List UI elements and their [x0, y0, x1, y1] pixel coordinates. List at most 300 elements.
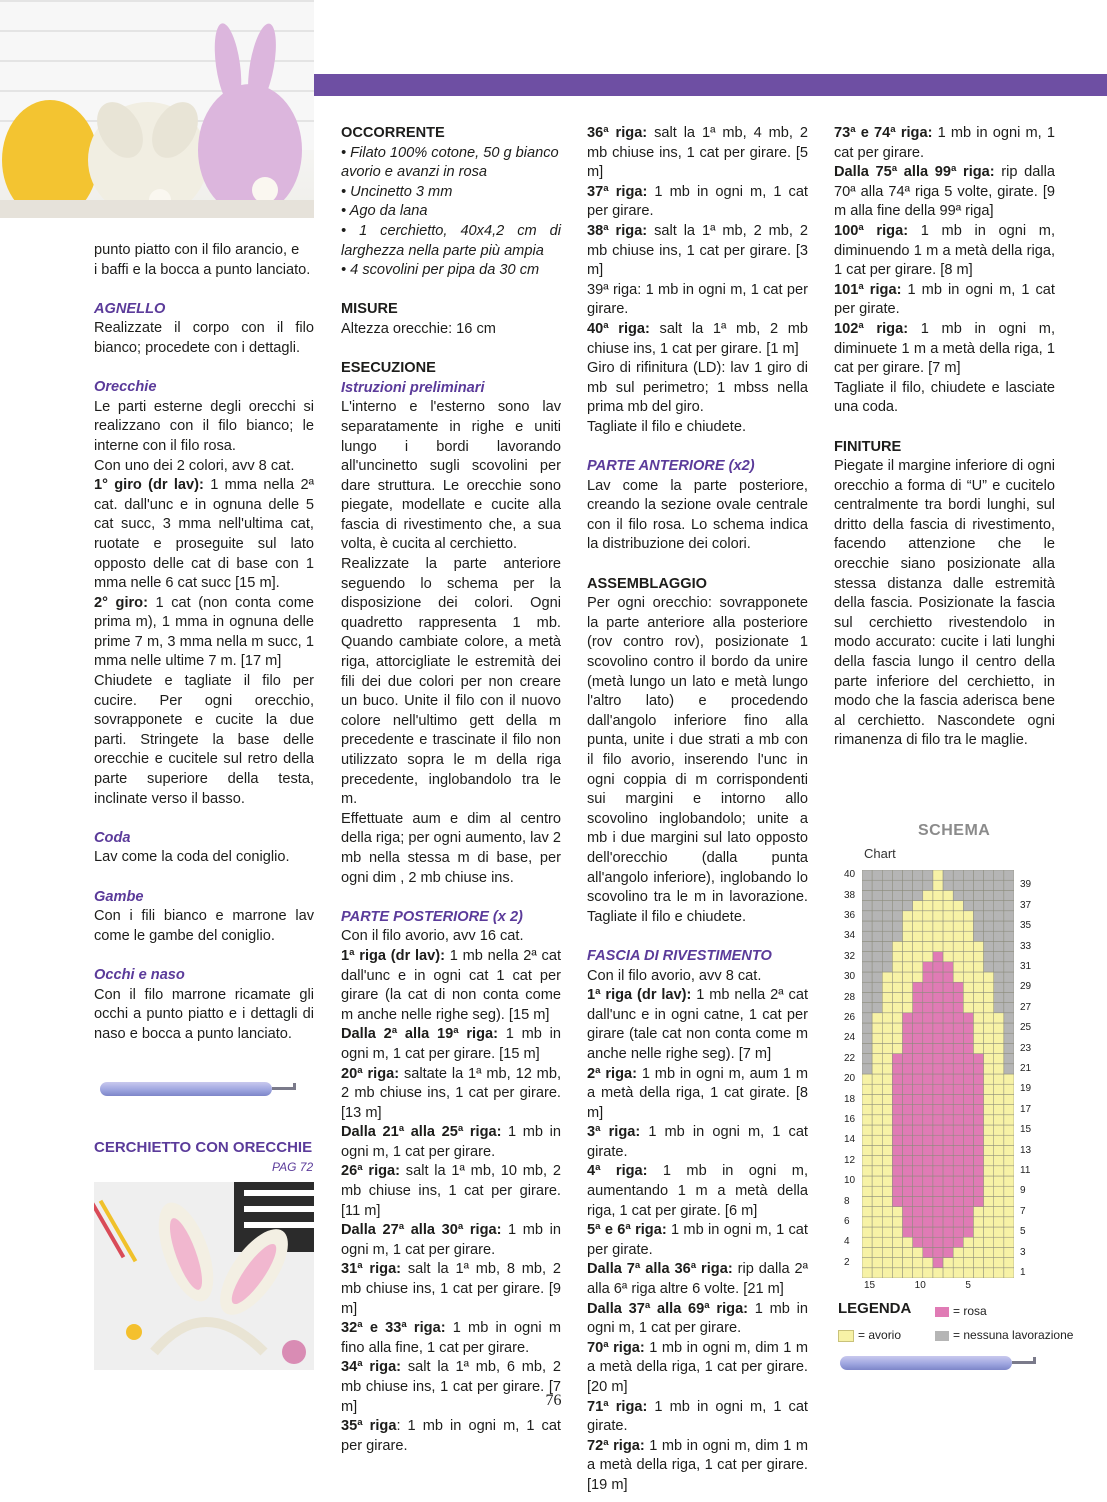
- chart-cell: [903, 1023, 913, 1033]
- column-number: 5: [965, 1280, 971, 1291]
- chart-cell: [862, 1196, 872, 1206]
- chart-cell: [973, 1084, 983, 1094]
- chart-cell: [903, 982, 913, 992]
- chart-cell: [872, 911, 882, 921]
- chart-cell: [1004, 1074, 1014, 1084]
- pattern-rows: [341, 947, 561, 1456]
- chart-cell: [963, 1043, 973, 1053]
- chart-cell: [984, 1094, 994, 1104]
- section-title-coda: Coda: [94, 829, 131, 846]
- chart-cell: [1004, 1043, 1014, 1053]
- chart-cell: [862, 982, 872, 992]
- chart-cell: [892, 1033, 902, 1043]
- chart-cell: [862, 1176, 872, 1186]
- chart-cell: [973, 1115, 983, 1125]
- chart-cell: [872, 1156, 882, 1166]
- chart-cell: [903, 901, 913, 911]
- row-number: 17: [1020, 1103, 1032, 1115]
- chart-cell: [943, 1084, 953, 1094]
- chart-cell: [953, 1237, 963, 1247]
- pattern-row: [341, 1065, 561, 1124]
- chart-cell: [963, 952, 973, 962]
- row-number: 30: [844, 971, 856, 983]
- chart-cell: [963, 1033, 973, 1043]
- chart-cell: [862, 1033, 872, 1043]
- pattern-row: [587, 320, 808, 359]
- crochet-hook-decoration: [100, 1082, 272, 1096]
- chart-cell: [892, 972, 902, 982]
- chart-cell: [903, 870, 913, 880]
- chart-cell: [973, 1054, 983, 1064]
- chart-cell: [892, 1176, 902, 1186]
- chart-cell: [903, 1217, 913, 1227]
- chart-cell: [1004, 1268, 1014, 1278]
- chart-cell: [943, 1217, 953, 1227]
- chart-cell: [933, 911, 943, 921]
- chart-cell: [963, 1074, 973, 1084]
- row-label: Dalla 37ª alla 69ª riga:: [587, 1300, 749, 1317]
- chart-cell: [913, 1207, 923, 1217]
- chart-cell: [984, 1156, 994, 1166]
- row-text: salt la 1ª mb, 10 mb, 2 mb chiuse ins, 1 cat per girare. [11 m]: [341, 1163, 561, 1219]
- row-text: 39ª riga: 1 mb in ogni m, 1 cat per girare.: [587, 281, 808, 318]
- chart-cell: [973, 921, 983, 931]
- paragraph: Con i fili bianco e marrone lav come le gambe del coniglio.: [94, 908, 314, 944]
- row-number: 32: [844, 950, 856, 962]
- chart-cell: [1004, 1084, 1014, 1094]
- chart-cell: [872, 1125, 882, 1135]
- legend-label: = rosa: [953, 1304, 987, 1318]
- chart-cell: [963, 1084, 973, 1094]
- paragraph: Con il filo marrone ricamate gli occhi a punto piatto e i dettagli di naso e bocca a punto lanciato.: [94, 986, 314, 1042]
- chart-cell: [923, 1105, 933, 1115]
- chart-cell: [923, 1156, 933, 1166]
- legend-item-avorio: [838, 1328, 901, 1342]
- chart-cell: [923, 1237, 933, 1247]
- chart-cell: [984, 931, 994, 941]
- chart-cell: [953, 1105, 963, 1115]
- column-4: [834, 124, 1055, 751]
- chart-cell: [1004, 941, 1014, 951]
- headband-section-title: CERCHIETTO CON ORECCHIE: [94, 1139, 313, 1156]
- chart-cell: [994, 890, 1004, 900]
- chart-cell: [892, 901, 902, 911]
- chart-cell: [913, 1227, 923, 1237]
- chart-cell: [933, 1217, 943, 1227]
- chart-cell: [963, 941, 973, 951]
- chart-cell: [882, 982, 892, 992]
- chart-cell: [862, 1074, 872, 1084]
- chart-cell: [994, 1094, 1004, 1104]
- chart-cell: [872, 992, 882, 1002]
- chart-cell: [913, 1186, 923, 1196]
- chart-cell: [994, 870, 1004, 880]
- chart-cell: [973, 1064, 983, 1074]
- chart-cell: [882, 1074, 892, 1084]
- pattern-row: [587, 183, 808, 222]
- chart-cell: [933, 1013, 943, 1023]
- chart-cell: [984, 1064, 994, 1074]
- chart-cell: [1004, 1186, 1014, 1196]
- chart-cell: [913, 921, 923, 931]
- row-number: 7: [1020, 1205, 1026, 1217]
- legend-label: = avorio: [858, 1328, 902, 1342]
- row-label: 72ª riga:: [587, 1437, 645, 1454]
- chart-cell: [923, 880, 933, 890]
- chart-cell: [923, 931, 933, 941]
- chart-cell: [913, 1217, 923, 1227]
- row-text: 1 mb in ogni m, 1 cat per girate.: [587, 1222, 808, 1258]
- row-text: 1 mb in ogni m, 1 cat per girare.: [834, 125, 1055, 161]
- chart-cell: [963, 1258, 973, 1268]
- chart-cell: [963, 992, 973, 1002]
- chart-cell: [923, 1064, 933, 1074]
- chart-cell: [923, 1135, 933, 1145]
- chart-cell: [984, 911, 994, 921]
- materials-item: • 4 scovolini per pipa da 30 cm: [341, 262, 540, 279]
- chart-cell: [953, 1268, 963, 1278]
- chart-cell: [963, 1176, 973, 1186]
- crochet-hook-decoration: [840, 1356, 1012, 1370]
- chart-cell: [994, 1207, 1004, 1217]
- chart-cell: [943, 931, 953, 941]
- row-number: 26: [844, 1011, 856, 1023]
- chart-cell: [862, 952, 872, 962]
- chart-cell: [994, 1196, 1004, 1206]
- chart-cell: [933, 901, 943, 911]
- row-label: 70ª riga:: [587, 1339, 645, 1356]
- row-number: 8: [844, 1195, 850, 1207]
- chart-cell: [943, 1268, 953, 1278]
- pattern-rows: [834, 124, 1055, 379]
- chart-cell: [933, 1023, 943, 1033]
- chart-cell: [882, 911, 892, 921]
- chart-cell: [943, 1207, 953, 1217]
- chart-cell: [933, 1166, 943, 1176]
- chart-cell: [872, 1105, 882, 1115]
- chart-cell: [984, 1247, 994, 1257]
- chart-cell: [1004, 1166, 1014, 1176]
- chart-cell: [943, 1166, 953, 1176]
- chart-cell: [994, 1115, 1004, 1125]
- chart-cell: [963, 911, 973, 921]
- chart-cell: [984, 1176, 994, 1186]
- chart-cell: [994, 1023, 1004, 1033]
- chart-cell: [882, 921, 892, 931]
- chart-cell: [953, 1207, 963, 1217]
- chart-cell: [862, 870, 872, 880]
- chart-cell: [862, 1237, 872, 1247]
- legend-item-none: [935, 1328, 1073, 1342]
- chart-cell: [984, 952, 994, 962]
- chart-cell: [892, 1217, 902, 1227]
- chart-cell: [903, 911, 913, 921]
- chart-cell: [953, 901, 963, 911]
- chart-cell: [892, 1064, 902, 1074]
- chart-cell: [933, 1115, 943, 1125]
- paragraph: [94, 476, 314, 594]
- chart-cell: [913, 1105, 923, 1115]
- pattern-row: [341, 947, 561, 1025]
- chart-cell: [872, 1003, 882, 1013]
- chart-cell: [984, 921, 994, 931]
- chart-cell: [963, 1237, 973, 1247]
- chart-cell: [994, 982, 1004, 992]
- section-title-fascia: FASCIA DI RIVESTIMENTO: [587, 947, 772, 964]
- chart-cell: [862, 1115, 872, 1125]
- chart-cell: [933, 1176, 943, 1186]
- row-number: 24: [844, 1032, 856, 1044]
- chart-cell: [994, 1166, 1004, 1176]
- chart-cell: [862, 1013, 872, 1023]
- chart-cell: [953, 962, 963, 972]
- chart-cell: [913, 1176, 923, 1186]
- chart-cell: [953, 1013, 963, 1023]
- chart-cell: [892, 1105, 902, 1115]
- row-number: 40: [844, 869, 856, 881]
- chart-cell: [933, 1258, 943, 1268]
- chart-cell: [933, 1084, 943, 1094]
- chart-cell: [963, 982, 973, 992]
- row-label: 102ª riga:: [834, 320, 909, 337]
- chart-cell: [1004, 901, 1014, 911]
- chart-cell: [862, 1084, 872, 1094]
- chart-cell: [892, 921, 902, 931]
- chart-cell: [903, 1176, 913, 1186]
- section-title-assemblaggio: ASSEMBLAGGIO: [587, 575, 707, 592]
- chart-cell: [973, 1176, 983, 1186]
- paragraph: Lav come la coda del coniglio.: [94, 849, 290, 866]
- chart-cell: [903, 931, 913, 941]
- chart-cell: [984, 901, 994, 911]
- row-text: saltate la 1ª mb, 12 mb, 2 mb chiuse ins, 1 cat per girare. [13 m]: [341, 1065, 561, 1121]
- chart-cell: [882, 1033, 892, 1043]
- chart-cell: [973, 1196, 983, 1206]
- chart-cell: [963, 1217, 973, 1227]
- pattern-row: [341, 1025, 561, 1064]
- chart-cell: [953, 1033, 963, 1043]
- chart-cell: [892, 1023, 902, 1033]
- chart-cell: [994, 962, 1004, 972]
- chart-cell: [862, 1217, 872, 1227]
- chart-cell: [892, 1013, 902, 1023]
- chart-cell: [984, 992, 994, 1002]
- chart-cell: [973, 1135, 983, 1145]
- chart-cell: [963, 1227, 973, 1237]
- chart-cell: [923, 1094, 933, 1104]
- chart-cell: [913, 901, 923, 911]
- chart-cell: [882, 931, 892, 941]
- chart-label: Chart: [864, 846, 896, 861]
- chart-cell: [933, 1268, 943, 1278]
- chart-cell: [943, 1156, 953, 1166]
- row-number: 20: [844, 1073, 856, 1085]
- row-text: 1 mb in ogni m, dim 1 m a metà della riga, 1 cat per girare. [19 m]: [587, 1437, 808, 1493]
- chart-cell: [933, 1207, 943, 1217]
- chart-cell: [892, 931, 902, 941]
- paragraph: Con il filo avorio, avv 16 cat.: [341, 928, 524, 945]
- chart-cell: [872, 1237, 882, 1247]
- pattern-row: [341, 1162, 561, 1221]
- row-number: 15: [1020, 1124, 1032, 1136]
- chart-cell: [973, 880, 983, 890]
- section-title-misure: MISURE: [341, 301, 398, 318]
- egg-cozies-illustration: [0, 0, 314, 218]
- chart-cell: [923, 941, 933, 951]
- chart-cell: [953, 1003, 963, 1013]
- chart-cell: [1004, 1094, 1014, 1104]
- chart-cell: [994, 972, 1004, 982]
- row-label: 73ª e 74ª riga:: [834, 125, 933, 141]
- chart-cell: [1004, 880, 1014, 890]
- chart-cell: [953, 1217, 963, 1227]
- chart-cell: [892, 1135, 902, 1145]
- row-label: 20ª riga:: [341, 1065, 400, 1082]
- row-label: 36ª riga:: [587, 125, 648, 141]
- chart-cell: [984, 1258, 994, 1268]
- paragraph: Realizzate la parte anteriore seguendo lo schema per la disposizione dei colori. Ogni quadretto rappresenta 1 mb. Quando cambiate colore, a metà riga, attorcigliate le estremità dei fili dei due colori per non creare un buco. Unite il filo con il nuovo colore nell'ultimo gett della m precedente e trascinate il filo non utilizzato sopra le m della riga precedente, inglobandolo tra le m.: [341, 556, 561, 808]
- chart-cell: [963, 1156, 973, 1166]
- row-text: 1 mb in ogni m, 1 cat per girate.: [834, 281, 1055, 318]
- chart-cell: [994, 1237, 1004, 1247]
- chart-cell: [862, 992, 872, 1002]
- chart-cell: [913, 1003, 923, 1013]
- chart-cell: [1004, 1176, 1014, 1186]
- chart-cell: [1004, 982, 1014, 992]
- chart-cell: [903, 880, 913, 890]
- chart-cell: [953, 1115, 963, 1125]
- chart-cell: [872, 1186, 882, 1196]
- pattern-row: [587, 222, 808, 281]
- chart-cell: [903, 1054, 913, 1064]
- chart-cell: [984, 1207, 994, 1217]
- chart-cell: [872, 901, 882, 911]
- chart-cell: [913, 1064, 923, 1074]
- chart-cell: [862, 1105, 872, 1115]
- chart-cell: [994, 1105, 1004, 1115]
- chart-cell: [862, 880, 872, 890]
- pattern-rows: [587, 986, 808, 1495]
- chart-cell: [984, 1268, 994, 1278]
- chart-cell: [923, 1258, 933, 1268]
- row-number: 35: [1020, 920, 1032, 932]
- chart-cell: [862, 931, 872, 941]
- chart-cell: [943, 870, 953, 880]
- chart-cell: [984, 1227, 994, 1237]
- chart-cell: [943, 901, 953, 911]
- pattern-row: [587, 986, 808, 1064]
- pattern-row: [587, 281, 808, 320]
- row-text: 1 mb in ogni m, 1 cat per girare.: [341, 1222, 561, 1258]
- chart-cell: [903, 1033, 913, 1043]
- row-text: 1 mma nella 2ª cat. dall'unc e in ognuna delle 5 cat succ, 3 mma nell'ultima cat, ruotate e proseguite sul lato opposto delle cat di base con 1 mma nelle 6 cat succ [15 m].: [94, 477, 314, 592]
- chart-cell: [933, 962, 943, 972]
- pattern-row: [341, 1221, 561, 1260]
- pattern-row: [834, 222, 1055, 281]
- section-title-finiture: FINITURE: [834, 438, 902, 455]
- chart-cell: [973, 890, 983, 900]
- row-number: 23: [1020, 1042, 1032, 1054]
- row-label: 101ª riga:: [834, 281, 902, 298]
- paragraph: Chiudete e tagliate il filo per cucire. Per ogni orecchio, sovrapponete e cucite la due parti. Stringete la base delle orecchie e cucitele sul retro della parte superiore della testa, inclinate verso il basso.: [94, 673, 314, 807]
- chart-cell: [953, 992, 963, 1002]
- row-label: Dalla 2ª alla 19ª riga:: [341, 1026, 498, 1043]
- chart-cell: [984, 1166, 994, 1176]
- legend-swatch-none: [935, 1331, 949, 1341]
- chart-cell: [882, 1268, 892, 1278]
- chart-cell: [943, 1003, 953, 1013]
- chart-cell: [923, 890, 933, 900]
- chart-cell: [1004, 972, 1014, 982]
- chart-cell: [923, 1125, 933, 1135]
- chart-cell: [892, 1145, 902, 1155]
- color-chart-grid: [862, 870, 1014, 1278]
- chart-cell: [953, 1023, 963, 1033]
- chart-cell: [903, 1013, 913, 1023]
- row-text: 1 mb nella 2ª cat dall'unc e in ogni cat 1 cat per girare (la cat di non conta come m anche nelle righe seg). [15 m]: [341, 947, 561, 1023]
- chart-cell: [943, 1115, 953, 1125]
- paragraph: L'interno e l'esterno sono lav separatamente in righe e uniti lungo i bordi lavorando all'uncinetto sugli scovolini per dare struttura. Le orecchie sono piegate, modellate e cucite alla fascia di rivestimento che, a sua volta, è cucita al cerchietto.: [341, 399, 561, 553]
- row-label: Dalla 7ª alla 36ª riga:: [587, 1261, 733, 1278]
- chart-cell: [862, 1094, 872, 1104]
- chart-cell: [984, 1145, 994, 1155]
- chart-cell: [984, 1196, 994, 1206]
- pattern-row: [587, 1339, 808, 1398]
- chart-cell: [923, 1217, 933, 1227]
- chart-cell: [943, 1196, 953, 1206]
- chart-cell: [984, 982, 994, 992]
- header-color-bar: [314, 74, 1107, 96]
- chart-cell: [933, 1247, 943, 1257]
- chart-cell: [862, 941, 872, 951]
- row-text: 1 mb in ogni m, 1 cat girate.: [587, 1398, 808, 1435]
- chart-cell: [923, 962, 933, 972]
- chart-cell: [963, 1115, 973, 1125]
- chart-cell: [862, 1258, 872, 1268]
- chart-cell: [913, 941, 923, 951]
- chart-cell: [872, 921, 882, 931]
- chart-cell: [943, 1023, 953, 1033]
- row-text: 1 mb in ogni m, 1 cat girate.: [587, 1124, 808, 1160]
- chart-cell: [882, 952, 892, 962]
- chart-cell: [984, 1115, 994, 1125]
- chart-cell: [882, 1094, 892, 1104]
- chart-cell: [913, 1094, 923, 1104]
- chart-cell: [943, 1064, 953, 1074]
- chart-cell: [913, 911, 923, 921]
- chart-cell: [913, 962, 923, 972]
- pattern-row: [587, 1437, 808, 1496]
- chart-cell: [994, 1043, 1004, 1053]
- materials-item: • Filato 100% cotone, 50 g bianco avorio e avanzi in rosa: [341, 144, 559, 181]
- chart-cell: [872, 982, 882, 992]
- chart-cell: [892, 941, 902, 951]
- chart-cell: [973, 1237, 983, 1247]
- chart-cell: [913, 1237, 923, 1247]
- chart-cell: [994, 901, 1004, 911]
- chart-cell: [994, 911, 1004, 921]
- chart-cell: [903, 1166, 913, 1176]
- chart-cell: [994, 1074, 1004, 1084]
- chart-cell: [862, 1247, 872, 1257]
- chart-cell: [1004, 1064, 1014, 1074]
- chart-cell: [973, 901, 983, 911]
- chart-cell: [953, 1054, 963, 1064]
- chart-cell: [1004, 1135, 1014, 1145]
- row-number: 28: [844, 991, 856, 1003]
- row-label: 100ª riga:: [834, 222, 909, 239]
- chart-cell: [953, 1064, 963, 1074]
